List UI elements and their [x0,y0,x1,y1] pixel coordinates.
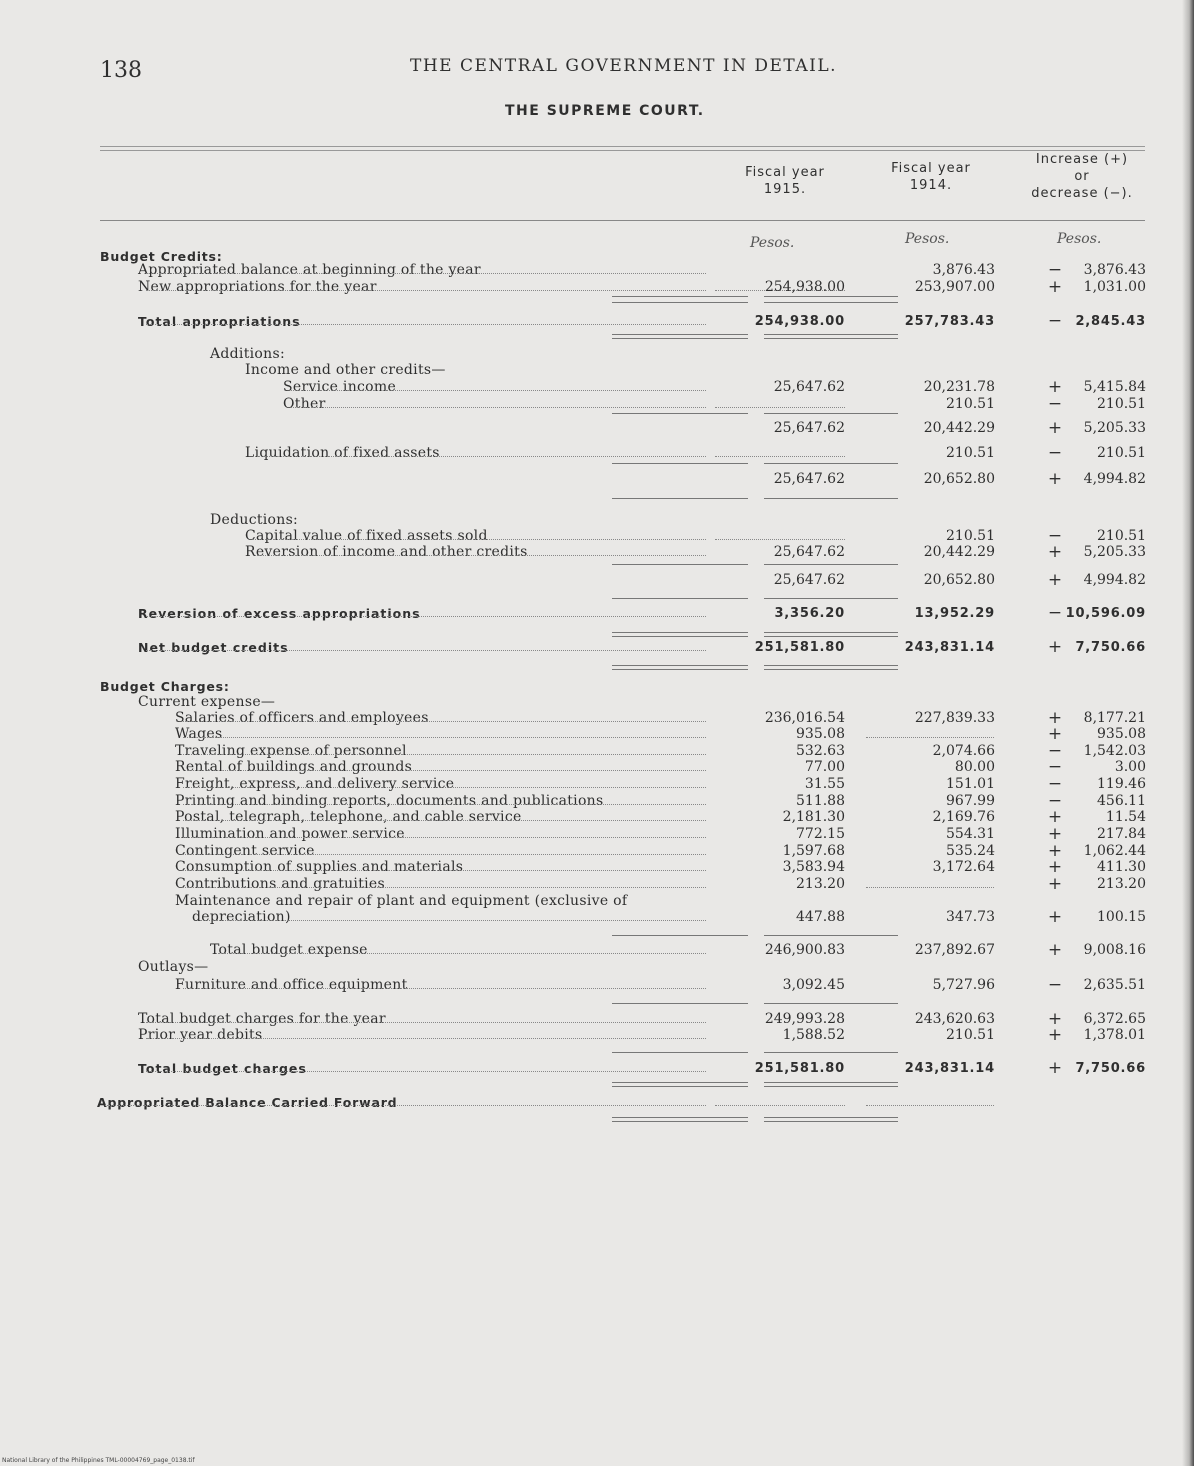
value-change: 1,062.44 [1083,843,1146,859]
value-fy1915: 254,938.00 [764,279,845,295]
change-sign: + [1047,1058,1063,1078]
row-label: Rental of buildings and grounds [175,759,413,775]
row-label: Total appropriations [138,314,301,329]
column-header-change [1012,151,1152,202]
value-fy1914: 20,442.29 [923,544,995,560]
column-rule [612,296,748,297]
value-fy1915: 1,588.52 [782,1027,845,1043]
table-row [100,396,1150,413]
value-change: 1,542.03 [1083,743,1146,759]
value-fy1914: 20,442.29 [923,420,995,436]
change-sign: + [1047,940,1063,960]
value-change: 1,378.01 [1083,1027,1146,1043]
change-sign: − [1047,260,1063,280]
leader-dots [183,887,706,888]
value-change: 210.51 [1097,445,1146,461]
value-change: 935.08 [1097,726,1146,742]
blank-dots-fy1915 [715,407,845,408]
table-row [100,528,1150,545]
table-row [100,572,1150,589]
leader-dots [218,953,706,954]
column-rule [612,302,748,303]
change-sign: − [1047,443,1063,463]
leader-dots [105,1105,706,1106]
column-rule [612,413,748,414]
table-row [100,420,1150,437]
footer-credit: National Library of the Philippines TML-00004769_page_0138.tif [2,1457,195,1464]
change-sign: + [1047,469,1063,489]
table-row [100,313,1150,330]
value-fy1915: 532.63 [796,743,845,759]
change-sign: + [1047,418,1063,438]
leader-dots [183,820,706,821]
row-label: Consumption of supplies and materials [175,859,464,875]
value-change: 5,205.33 [1083,544,1146,560]
value-fy1915: 213.20 [796,876,845,892]
column-rule [612,564,748,565]
table-row [100,1027,1150,1044]
value-change: 9,008.16 [1083,942,1146,958]
leader-dots [183,854,706,855]
table-row [100,605,1150,622]
value-change: 217.84 [1097,826,1146,842]
leader-dots [146,650,706,651]
column-header-line: 1915. [763,182,807,197]
unit-fy1915: Pesos. [750,235,795,251]
value-fy1915: 3,356.20 [774,606,845,621]
row-label: Maintenance and repair of plant and equipment (exclusive of [175,893,628,909]
value-change: 6,372.65 [1083,1011,1146,1027]
table-row [100,1060,1150,1077]
row-label: Budget Credits: [100,249,223,264]
table-row [100,710,1150,727]
value-change: 100.15 [1097,909,1146,925]
value-fy1915: 1,597.68 [782,843,845,859]
table-row [100,793,1150,810]
leader-dots [183,721,706,722]
change-sign: + [1047,1025,1063,1045]
change-sign: + [1047,857,1063,877]
change-sign: + [1047,874,1063,894]
value-fy1914: 210.51 [946,1027,995,1043]
value-change: 3,876.43 [1083,262,1146,278]
row-label: Prior year debits [138,1027,263,1043]
value-fy1915: 251,581.80 [754,1061,845,1076]
change-sign: − [1047,741,1063,761]
value-fy1915: 251,581.80 [754,640,845,655]
value-change: 2,635.51 [1083,977,1146,993]
value-change: 11.54 [1105,809,1146,825]
table-row [100,726,1150,743]
value-change: 210.51 [1097,396,1146,412]
row-label: Freight, express, and delivery service [175,776,455,792]
value-fy1914: 13,952.29 [914,606,995,621]
column-rule [612,1003,748,1004]
row-label: Total budget expense [210,942,368,958]
column-rule [764,665,898,670]
value-fy1915: 25,647.62 [773,544,845,560]
change-sign: − [1047,603,1063,623]
value-fy1915: 25,647.62 [773,420,845,436]
row-label: Deductions: [210,512,299,528]
value-change: 2,845.43 [1075,314,1146,329]
change-sign: − [1047,774,1063,794]
leader-dots [253,539,706,540]
value-change: 1,031.00 [1083,279,1146,295]
row-label: Wages [175,726,223,742]
column-header-fy1915 [720,164,850,198]
column-header-line: Increase (+) [1035,152,1129,167]
change-sign: + [1047,542,1063,562]
blank-dots-fy1914 [866,887,994,888]
table-row [100,909,1150,926]
value-change: 10,596.09 [1065,606,1146,621]
row-label: Other [283,396,326,412]
change-sign: − [1047,757,1063,777]
leader-dots [146,1022,706,1023]
value-change: 210.51 [1097,528,1146,544]
leader-dots [183,804,706,805]
row-label: Budget Charges: [100,679,230,694]
value-fy1914: 967.99 [946,793,995,809]
column-rule [612,665,748,670]
value-fy1915: 25,647.62 [773,379,845,395]
header-bottom-rule [100,220,1145,221]
value-fy1914: 210.51 [946,396,995,412]
column-rule [764,632,898,637]
table-row [100,544,1150,561]
blank-dots-fy1915 [715,539,845,540]
value-fy1914: 3,172.64 [932,859,995,875]
row-label: Total budget charges for the year [138,1011,386,1027]
table-row [100,639,1150,656]
value-fy1915: 31.55 [804,776,845,792]
change-sign: + [1047,377,1063,397]
leader-dots [253,555,706,556]
table-row [100,512,1150,529]
table-row [100,362,1150,379]
table-row [100,694,1150,711]
value-change: 213.20 [1097,876,1146,892]
value-change: 3.00 [1114,759,1146,775]
table-row [100,678,1150,695]
value-change: 411.30 [1097,859,1146,875]
value-fy1915: 447.88 [796,909,845,925]
row-label: Service income [283,379,397,395]
table-row [100,445,1150,462]
column-rule [764,302,898,303]
value-fy1914: 3,876.43 [932,262,995,278]
column-rule [764,463,898,464]
leader-dots [183,754,706,755]
column-header-line: Fiscal year [891,161,971,176]
value-fy1914: 2,074.66 [932,743,995,759]
value-fy1915: 236,016.54 [764,710,845,726]
value-fy1915: 511.88 [796,793,845,809]
value-fy1914: 80.00 [954,759,995,775]
row-label: Printing and binding reports, documents and publications [175,793,604,809]
table-row [100,942,1150,959]
row-label: Reversion of excess appropriations [138,606,421,621]
column-header-fy1914 [866,160,996,194]
column-rule [764,935,898,936]
table-row [100,1011,1150,1028]
table-row [97,1094,1150,1111]
value-fy1914: 243,831.14 [904,640,995,655]
change-sign: + [1047,708,1063,728]
table-row [100,262,1150,279]
column-rule [612,935,748,936]
value-fy1914: 20,652.80 [923,572,995,588]
value-change: 4,994.82 [1083,471,1146,487]
leader-dots [146,324,706,325]
leader-dots [200,920,706,921]
column-rule [612,632,748,637]
row-label: Liquidation of fixed assets [245,445,440,461]
leader-dots [291,390,706,391]
row-label: Contributions and gratuities [175,876,385,892]
value-fy1915: 3,092.45 [782,977,845,993]
row-label: Additions: [210,346,285,362]
column-rule [612,1082,748,1087]
row-label: depreciation) [192,909,291,925]
running-head: THE CENTRAL GOVERNMENT IN DETAIL. [410,56,838,76]
table-top-rule [100,146,1145,151]
column-rule [764,598,898,599]
change-sign: + [1047,277,1063,297]
value-fy1914: 347.73 [946,909,995,925]
value-fy1915: 2,181.30 [782,809,845,825]
row-label: Net budget credits [138,640,289,655]
value-change: 8,177.21 [1083,710,1146,726]
blank-dots-fy1915 [715,1105,845,1106]
change-sign: − [1047,975,1063,995]
column-header-line: or [1074,169,1090,184]
column-header-line: Fiscal year [745,165,825,180]
value-fy1915: 246,900.83 [764,942,845,958]
change-sign: + [1047,807,1063,827]
unit-change: Pesos. [1057,231,1102,247]
row-label: Appropriated Balance Carried Forward [97,1095,398,1110]
change-sign: − [1047,394,1063,414]
change-sign: + [1047,637,1063,657]
value-fy1914: 2,169.76 [932,809,995,825]
change-sign: − [1047,526,1063,546]
row-label: Reversion of income and other credits [245,544,528,560]
value-fy1914: 535.24 [946,843,995,859]
column-rule [764,564,898,565]
change-sign: + [1047,824,1063,844]
value-fy1914: 243,620.63 [914,1011,995,1027]
table-row [100,809,1150,826]
value-fy1915: 3,583.94 [782,859,845,875]
row-label: New appropriations for the year [138,279,377,295]
column-rule [612,1052,748,1053]
row-label: Capital value of fixed assets sold [245,528,488,544]
table-row [100,826,1150,843]
row-label: Total budget charges [138,1061,307,1076]
value-change: 7,750.66 [1075,1061,1146,1076]
column-rule [764,1003,898,1004]
leader-dots [183,737,706,738]
value-change: 5,415.84 [1083,379,1146,395]
change-sign: − [1047,791,1063,811]
column-rule [764,1082,898,1087]
change-sign: + [1047,724,1063,744]
value-fy1914: 227,839.33 [914,710,995,726]
table-row [100,977,1150,994]
table-row [100,893,1150,910]
table-row [100,346,1150,363]
change-sign: − [1047,311,1063,331]
value-fy1914: 5,727.96 [932,977,995,993]
change-sign: + [1047,1009,1063,1029]
column-rule [612,598,748,599]
change-sign: + [1047,907,1063,927]
value-fy1915: 25,647.62 [773,572,845,588]
table-row [100,759,1150,776]
column-header-line: decrease (−). [1031,186,1133,201]
row-label: Postal, telegraph, telephone, and cable service [175,809,522,825]
value-fy1914: 210.51 [946,528,995,544]
row-label: Income and other credits— [245,362,446,378]
column-rule [764,413,898,414]
row-label: Illumination and power service [175,826,405,842]
table-row [100,471,1150,488]
leader-dots [146,273,706,274]
leader-dots [146,1071,706,1072]
row-label: Appropriated balance at beginning of the year [138,262,481,278]
value-fy1915: 772.15 [796,826,845,842]
leader-dots [253,456,706,457]
table-row [100,876,1150,893]
change-sign: + [1047,841,1063,861]
table-row [100,859,1150,876]
page-number: 138 [100,58,142,83]
value-change: 7,750.66 [1075,640,1146,655]
row-label: Salaries of officers and employees [175,710,429,726]
value-fy1914: 554.31 [946,826,995,842]
value-fy1915: 77.00 [804,759,845,775]
column-rule [764,1052,898,1053]
value-change: 119.46 [1097,776,1146,792]
section-title: THE SUPREME COURT. [505,103,705,119]
value-change: 5,205.33 [1083,420,1146,436]
column-header-line: 1914. [909,178,953,193]
column-rule [612,498,748,499]
column-rule [764,498,898,499]
leader-dots [146,616,706,617]
change-sign: + [1047,570,1063,590]
table-row [100,776,1150,793]
value-fy1915: 935.08 [796,726,845,742]
table-row [100,743,1150,760]
value-fy1914: 210.51 [946,445,995,461]
value-fy1914: 20,652.80 [923,471,995,487]
page-edge-shadow [1182,0,1194,1466]
leader-dots [183,787,706,788]
leader-dots [291,407,706,408]
leader-dots [183,837,706,838]
unit-fy1914: Pesos. [905,231,950,247]
row-label: Traveling expense of personnel [175,743,407,759]
leader-dots [183,770,706,771]
value-fy1914: 20,231.78 [923,379,995,395]
value-change: 456.11 [1097,793,1146,809]
blank-dots-fy1914 [866,1105,994,1106]
value-fy1914: 151.01 [946,776,995,792]
column-rule [764,1117,898,1122]
row-label: Current expense— [138,694,276,710]
column-rule [764,334,898,339]
column-rule [764,296,898,297]
table-row [100,379,1150,396]
row-label: Contingent service [175,843,315,859]
value-fy1914: 253,907.00 [914,279,995,295]
column-rule [612,334,748,339]
column-rule [612,463,748,464]
value-fy1915: 254,938.00 [754,314,845,329]
leader-dots [183,988,706,989]
value-fy1914: 257,783.43 [904,314,995,329]
table-row [100,959,1150,976]
leader-dots [183,870,706,871]
table-row [100,279,1150,296]
leader-dots [146,290,706,291]
table-row [100,843,1150,860]
blank-dots-fy1915 [715,456,845,457]
value-fy1914: 243,831.14 [904,1061,995,1076]
leader-dots [146,1038,706,1039]
value-fy1914: 237,892.67 [914,942,995,958]
value-change: 4,994.82 [1083,572,1146,588]
value-fy1915: 249,993.28 [764,1011,845,1027]
row-label: Furniture and office equipment [175,977,408,993]
column-rule [612,1117,748,1122]
value-fy1915: 25,647.62 [773,471,845,487]
blank-dots-fy1914 [866,737,994,738]
row-label: Outlays— [138,959,209,975]
